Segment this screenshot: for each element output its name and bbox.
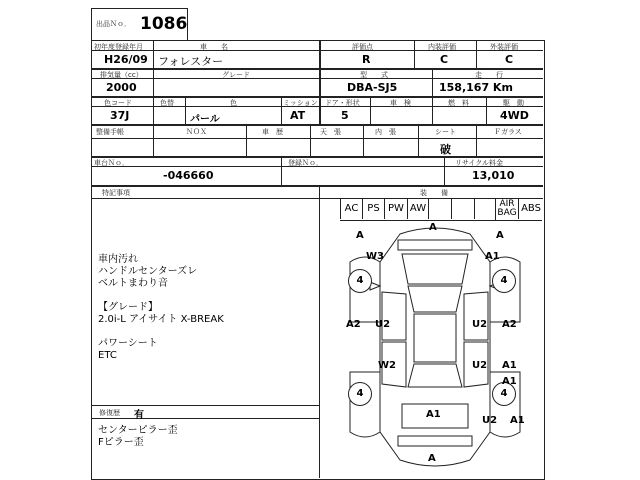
damage-mark: A1 [502, 376, 517, 387]
car-name-label: 車 名 [200, 43, 228, 51]
car-name-value: フォレスター [158, 55, 224, 68]
model-value: DBA-SJ5 [347, 81, 398, 94]
recycle-fee-value: 13,010 [472, 169, 515, 182]
chassis-no-label: 車台Ｎｏ． [94, 159, 129, 167]
repair-history-label: 修復歴 [99, 409, 120, 417]
mission-value: AT [290, 109, 306, 122]
score-label: 評価点 [352, 43, 373, 51]
seat-label: シート [435, 128, 456, 136]
damage-mark: U2 [472, 319, 488, 330]
equipment-empty [451, 199, 474, 219]
note-line [98, 326, 313, 338]
nox-label: ＮＯＸ [186, 128, 207, 136]
equipment-label: 装 備 [420, 189, 448, 197]
roof-label: 天 張 [320, 128, 341, 136]
car-diagram [330, 222, 540, 472]
damage-mark: U2 [375, 319, 391, 330]
model-label: 型 式 [360, 71, 388, 79]
maintenance-book-label: 整備手帳 [96, 128, 124, 136]
drive-value: 4WD [500, 109, 529, 122]
history-label: 車 歴 [262, 128, 283, 136]
note-line: ETC [98, 350, 117, 361]
displacement-label: 排気量（cc） [100, 71, 143, 79]
damage-mark: A1 [426, 409, 441, 420]
note-line: 2.0i-L アイサイト X-BREAK [98, 314, 224, 325]
door-label: ドア・形状 [325, 99, 360, 107]
fuel-label: 燃 料 [448, 99, 469, 107]
note-line: 車内汚れ [98, 254, 138, 265]
exterior-score-value: C [505, 53, 514, 66]
inspection-label: 車 検 [390, 99, 411, 107]
equipment-airbag: AIR BAG [495, 199, 518, 220]
tire-front-left: 4 [348, 269, 372, 293]
note-line: ハンドルセンターズレ [98, 266, 198, 277]
tire-front-right: 4 [492, 269, 516, 293]
tire-rear-right: 4 [492, 382, 516, 406]
recycle-fee-label: リサイクル料金 [455, 159, 504, 167]
note-line [98, 290, 313, 302]
color-code-label: 色コード [104, 99, 132, 107]
interior-score-value: C [440, 53, 449, 66]
equipment-row [340, 199, 542, 221]
equipment-empty [474, 199, 495, 219]
color-code-value: 37J [110, 109, 130, 122]
color-label: 色 [230, 99, 237, 107]
color-value: パール [190, 114, 220, 125]
notes-list [98, 254, 313, 362]
damage-mark: A2 [346, 319, 361, 330]
exterior-score-label: 外装評価 [490, 43, 518, 51]
lot-label: 出品Ｎｏ． [96, 20, 131, 28]
damage-mark: W3 [366, 251, 384, 262]
score-value: R [362, 53, 371, 66]
door-value: 5 [341, 109, 349, 122]
repair-line: Fピラー歪 [98, 437, 144, 448]
repair-line: センターピラー歪 [98, 425, 178, 436]
equipment-abs: ABS [518, 199, 543, 219]
equipment-ac: AC [340, 199, 362, 219]
color-change-label: 色替 [160, 99, 174, 107]
equipment-pw: PW [384, 199, 407, 219]
chassis-no-value: -046660 [163, 169, 214, 182]
reg-date-label: 初年度登録年月 [94, 43, 143, 51]
seat-value: 破 [440, 143, 451, 156]
displacement-value: 2000 [106, 81, 137, 94]
damage-mark: W2 [378, 360, 396, 371]
damage-mark: U2 [472, 360, 488, 371]
damage-mark: A [428, 453, 436, 464]
damage-mark: A1 [485, 251, 500, 262]
note-line: ベルトまわり音 [98, 278, 168, 289]
note-line: パワーシート [98, 338, 158, 349]
equipment-ps: PS [362, 199, 384, 219]
mission-label: ミッション [283, 99, 318, 107]
damage-mark: A1 [502, 360, 517, 371]
mileage-label: 走 行 [475, 71, 503, 79]
inner-panel-label: 内 張 [375, 128, 396, 136]
reg-date-value: H26/09 [104, 53, 148, 66]
lot-box [91, 8, 188, 41]
registration-no-label: 登録Ｎｏ． [288, 159, 323, 167]
front-glass-label: Ｆガラス [494, 128, 522, 136]
tire-rear-left: 4 [348, 382, 372, 406]
equipment-aw: AW [407, 199, 428, 219]
equipment-empty [428, 199, 451, 219]
grade-label: グレード [222, 71, 250, 79]
damage-mark: A1 [510, 415, 525, 426]
mileage-value: 158,167 Km [439, 81, 513, 94]
interior-score-label: 内装評価 [428, 43, 456, 51]
damage-mark: U2 [482, 415, 498, 426]
note-line: 【グレード】 [98, 302, 158, 313]
damage-mark: A2 [502, 319, 517, 330]
lot-number: 1086 [140, 14, 188, 34]
notes-label: 特記事項 [102, 189, 130, 197]
damage-mark: A [356, 230, 364, 241]
drive-label: 駆 動 [503, 99, 524, 107]
repair-history-value: 有 [134, 410, 144, 421]
damage-mark: A [429, 222, 437, 233]
damage-mark: A [496, 230, 504, 241]
